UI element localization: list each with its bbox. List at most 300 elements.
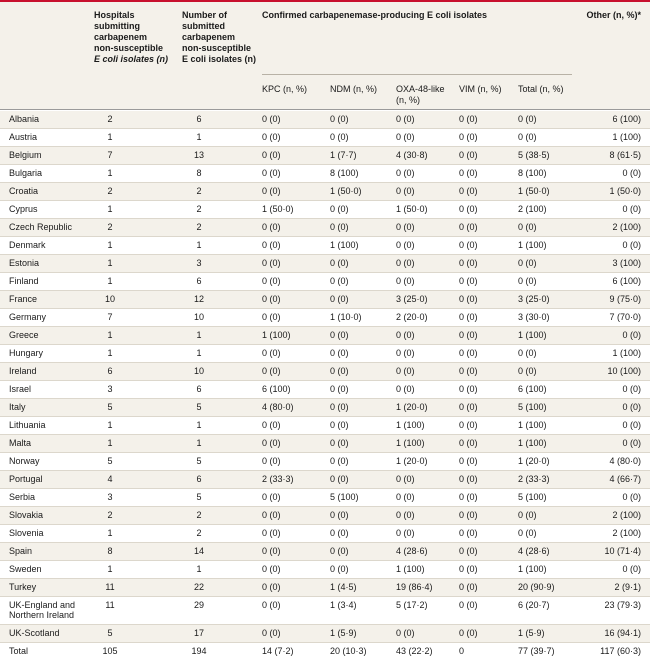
hospitals-cell: 2: [107, 114, 113, 124]
vim-cell: 0 (0): [459, 456, 478, 466]
hospitals-cell: 1: [107, 240, 113, 250]
hospitals-cell: 5: [107, 456, 113, 466]
oxa-cell: 5 (17·2): [396, 600, 428, 610]
table-row: [0, 201, 650, 219]
total-cell: 0 (0): [518, 348, 537, 358]
table-row: [0, 237, 650, 255]
total-cell: 77 (39·7): [518, 646, 555, 656]
other-cell: 2 (9·1): [614, 582, 641, 592]
kpc-cell: 0 (0): [262, 186, 281, 196]
kpc-cell: 2 (33·3): [262, 474, 294, 484]
total-cell: 3 (30·0): [518, 312, 550, 322]
vim-cell: 0 (0): [459, 492, 478, 502]
ndm-cell: 0 (0): [330, 384, 349, 394]
other-cell: 8 (61·5): [609, 150, 641, 160]
submitted-cell: 2: [196, 186, 202, 196]
oxa-cell: 0 (0): [396, 240, 415, 250]
other-cell: 16 (94·1): [604, 628, 641, 638]
submitted-cell: 2: [196, 528, 202, 538]
submitted-cell: 1: [196, 132, 202, 142]
table-row: [0, 183, 650, 201]
vim-cell: 0 (0): [459, 312, 478, 322]
other-cell: 0 (0): [622, 240, 641, 250]
hospitals-cell: 11: [105, 582, 115, 592]
kpc-cell: 1 (100): [262, 330, 291, 340]
hospitals-cell: 1: [107, 528, 113, 538]
country-cell: Austria: [9, 132, 38, 142]
oxa-cell: 0 (0): [396, 384, 415, 394]
header-divider: [0, 109, 650, 110]
table-row: [0, 345, 650, 363]
kpc-cell: 1 (50·0): [262, 204, 294, 214]
other-cell: 1 (100): [612, 348, 641, 358]
ndm-cell: 1 (4·5): [330, 582, 357, 592]
country-cell: Portugal: [9, 474, 43, 484]
hospitals-cell: 1: [107, 348, 113, 358]
ndm-cell: 0 (0): [330, 456, 349, 466]
header-sub-rule: [262, 74, 572, 75]
total-cell: 0 (0): [518, 528, 537, 538]
ndm-cell: 0 (0): [330, 348, 349, 358]
kpc-cell: 0 (0): [262, 312, 281, 322]
ndm-cell: 0 (0): [330, 132, 349, 142]
hospitals-cell: 1: [107, 564, 113, 574]
table-row: [0, 543, 650, 561]
hospitals-cell: 1: [107, 420, 113, 430]
ndm-cell: 8 (100): [330, 168, 359, 178]
vim-cell: 0 (0): [459, 420, 478, 430]
header-hospitals: Hospitals submitting carbapenem non-susceptible E coli isolates (n): [94, 10, 169, 64]
ndm-cell: 0 (0): [330, 420, 349, 430]
table-row: [0, 363, 650, 381]
hospitals-cell: 11: [105, 600, 115, 610]
country-cell: Malta: [9, 438, 32, 448]
total-cell: 0 (0): [518, 510, 537, 520]
hospitals-cell: 1: [107, 258, 113, 268]
kpc-cell: 0 (0): [262, 528, 281, 538]
submitted-cell: 6: [196, 114, 202, 124]
other-cell: 0 (0): [622, 420, 641, 430]
table-row: [0, 625, 650, 643]
submitted-cell: 8: [196, 168, 202, 178]
other-cell: 0 (0): [622, 204, 641, 214]
other-cell: 4 (80·0): [609, 456, 641, 466]
country-cell: Estonia: [9, 258, 40, 268]
submitted-cell: 194: [191, 646, 207, 656]
total-cell: 1 (100): [518, 564, 547, 574]
ndm-cell: 0 (0): [330, 222, 349, 232]
vim-cell: 0 (0): [459, 628, 478, 638]
hospitals-cell: 7: [107, 312, 113, 322]
total-cell: 1 (100): [518, 438, 547, 448]
table-row: [0, 165, 650, 183]
hospitals-cell: 3: [107, 492, 113, 502]
ndm-cell: 0 (0): [330, 330, 349, 340]
other-cell: 4 (66·7): [609, 474, 641, 484]
oxa-cell: 0 (0): [396, 222, 415, 232]
hospitals-cell: 1: [107, 330, 113, 340]
oxa-cell: 0 (0): [396, 186, 415, 196]
header-ndm: NDM (n, %): [330, 84, 377, 94]
total-cell: 1 (5·9): [518, 628, 545, 638]
header-submitted: Number of submitted carbapenem non-susceptible E coli isolates (n): [182, 10, 257, 64]
submitted-cell: 6: [196, 384, 202, 394]
table-row: [0, 129, 650, 147]
table-row: [0, 219, 650, 237]
table-row: [0, 417, 650, 435]
vim-cell: 0 (0): [459, 384, 478, 394]
total-cell: 3 (25·0): [518, 294, 550, 304]
vim-cell: 0 (0): [459, 438, 478, 448]
kpc-cell: 0 (0): [262, 348, 281, 358]
country-cell: Cyprus: [9, 204, 38, 214]
other-cell: 0 (0): [622, 564, 641, 574]
hospitals-cell: 5: [107, 628, 113, 638]
total-cell: 1 (50·0): [518, 186, 550, 196]
vim-cell: 0 (0): [459, 330, 478, 340]
other-cell: 2 (100): [612, 222, 641, 232]
kpc-cell: 4 (80·0): [262, 402, 294, 412]
oxa-cell: 0 (0): [396, 528, 415, 538]
total-cell: 0 (0): [518, 258, 537, 268]
ndm-cell: 1 (100): [330, 240, 359, 250]
total-cell: 6 (100): [518, 384, 547, 394]
header-kpc: KPC (n, %): [262, 84, 308, 94]
country-cell: Albania: [9, 114, 40, 124]
oxa-cell: 4 (30·8): [396, 150, 428, 160]
hospitals-cell: 105: [102, 646, 118, 656]
kpc-cell: 0 (0): [262, 546, 281, 556]
oxa-cell: 1 (50·0): [396, 204, 428, 214]
table-row: [0, 327, 650, 345]
oxa-cell: 0 (0): [396, 492, 415, 502]
total-cell: 1 (100): [518, 420, 547, 430]
oxa-cell: 0 (0): [396, 168, 415, 178]
oxa-cell: 1 (100): [396, 420, 425, 430]
oxa-cell: 1 (100): [396, 438, 425, 448]
kpc-cell: 0 (0): [262, 582, 281, 592]
hospitals-cell: 2: [107, 510, 113, 520]
total-cell: 5 (100): [518, 402, 547, 412]
other-cell: 23 (79·3): [604, 600, 641, 610]
submitted-cell: 1: [196, 240, 202, 250]
oxa-cell: 0 (0): [396, 474, 415, 484]
vim-cell: 0 (0): [459, 258, 478, 268]
country-cell: Finland: [9, 276, 39, 286]
oxa-cell: 0 (0): [396, 276, 415, 286]
country-cell: Hungary: [9, 348, 44, 358]
oxa-cell: 1 (100): [396, 564, 425, 574]
total-cell: 0 (0): [518, 222, 537, 232]
ndm-cell: 0 (0): [330, 276, 349, 286]
other-cell: 0 (0): [622, 384, 641, 394]
ndm-cell: 1 (10·0): [330, 312, 362, 322]
table-row: [0, 471, 650, 489]
oxa-cell: 19 (86·4): [396, 582, 433, 592]
total-row: [0, 643, 650, 660]
vim-cell: 0 (0): [459, 204, 478, 214]
total-cell: 1 (100): [518, 330, 547, 340]
hospitals-cell: 1: [107, 168, 113, 178]
table-header: [0, 2, 650, 109]
submitted-cell: 17: [193, 628, 204, 638]
country-cell: Serbia: [9, 492, 36, 502]
submitted-cell: 14: [193, 546, 204, 556]
ndm-cell: 0 (0): [330, 258, 349, 268]
oxa-cell: 2 (20·0): [396, 312, 428, 322]
country-cell: Bulgaria: [9, 168, 43, 178]
table-row: [0, 399, 650, 417]
country-cell: Sweden: [9, 564, 42, 574]
oxa-cell: 0 (0): [396, 510, 415, 520]
table-row: [0, 525, 650, 543]
table-row: [0, 507, 650, 525]
other-cell: 6 (100): [612, 276, 641, 286]
kpc-cell: 0 (0): [262, 294, 281, 304]
vim-cell: 0 (0): [459, 114, 478, 124]
country-cell: Ireland: [9, 366, 37, 376]
other-cell: 6 (100): [612, 114, 641, 124]
vim-cell: 0 (0): [459, 186, 478, 196]
ndm-cell: 1 (5·9): [330, 628, 357, 638]
kpc-cell: 0 (0): [262, 420, 281, 430]
oxa-cell: 4 (28·6): [396, 546, 428, 556]
country-cell: Belgium: [9, 150, 42, 160]
country-cell: Lithuania: [9, 420, 46, 430]
header-oxa: OXA-48-like (n, %): [396, 84, 445, 105]
vim-cell: 0 (0): [459, 366, 478, 376]
vim-cell: 0 (0): [459, 294, 478, 304]
ndm-cell: 1 (7·7): [330, 150, 357, 160]
submitted-cell: 10: [193, 366, 204, 376]
other-cell: 117 (60·3): [600, 646, 641, 656]
kpc-cell: 0 (0): [262, 240, 281, 250]
oxa-cell: 1 (20·0): [396, 402, 428, 412]
hospitals-cell: 1: [107, 132, 113, 142]
hospitals-cell: 1: [107, 276, 113, 286]
kpc-cell: 0 (0): [262, 132, 281, 142]
other-cell: 1 (100): [612, 132, 641, 142]
kpc-cell: 0 (0): [262, 564, 281, 574]
submitted-cell: 3: [196, 258, 202, 268]
other-cell: 0 (0): [622, 168, 641, 178]
total-cell: 0 (0): [518, 114, 537, 124]
submitted-cell: 2: [196, 204, 202, 214]
oxa-cell: 0 (0): [396, 258, 415, 268]
submitted-cell: 22: [193, 582, 204, 592]
table-row: [0, 309, 650, 327]
country-cell: Croatia: [9, 186, 39, 196]
kpc-cell: 0 (0): [262, 150, 281, 160]
hospitals-cell: 3: [107, 384, 113, 394]
oxa-cell: 3 (25·0): [396, 294, 428, 304]
vim-cell: 0 (0): [459, 510, 478, 520]
kpc-cell: 0 (0): [262, 258, 281, 268]
other-cell: 9 (75·0): [609, 294, 641, 304]
hospitals-cell: 6: [107, 366, 113, 376]
submitted-cell: 6: [196, 474, 202, 484]
other-cell: 0 (0): [622, 330, 641, 340]
other-cell: 10 (100): [607, 366, 641, 376]
vim-cell: 0: [459, 646, 465, 656]
header-confirmed-title: Confirmed carbapenemase-producing E coli isolates: [262, 10, 488, 20]
vim-cell: 0 (0): [459, 600, 478, 610]
ndm-cell: 0 (0): [330, 204, 349, 214]
total-cell: 4 (28·6): [518, 546, 550, 556]
kpc-cell: 0 (0): [262, 456, 281, 466]
submitted-cell: 13: [193, 150, 204, 160]
vim-cell: 0 (0): [459, 150, 478, 160]
hospitals-cell: 4: [107, 474, 113, 484]
oxa-cell: 0 (0): [396, 348, 415, 358]
ndm-cell: 0 (0): [330, 366, 349, 376]
table-row: [0, 579, 650, 597]
submitted-cell: 12: [193, 294, 204, 304]
country-cell: Total: [9, 646, 29, 656]
table-row: [0, 111, 650, 129]
submitted-cell: 5: [196, 492, 202, 502]
other-cell: 0 (0): [622, 438, 641, 448]
submitted-cell: 1: [196, 348, 202, 358]
ndm-cell: 0 (0): [330, 402, 349, 412]
kpc-cell: 0 (0): [262, 366, 281, 376]
oxa-cell: 0 (0): [396, 366, 415, 376]
submitted-cell: 6: [196, 276, 202, 286]
hospitals-cell: 2: [107, 222, 113, 232]
table-row: [0, 597, 650, 625]
vim-cell: 0 (0): [459, 132, 478, 142]
ndm-cell: 0 (0): [330, 294, 349, 304]
vim-cell: 0 (0): [459, 168, 478, 178]
hospitals-cell: 5: [107, 402, 113, 412]
vim-cell: 0 (0): [459, 402, 478, 412]
other-cell: 1 (50·0): [609, 186, 641, 196]
country-cell: Germany: [9, 312, 47, 322]
total-cell: 20 (90·9): [518, 582, 555, 592]
hospitals-cell: 8: [107, 546, 113, 556]
header-total: Total (n, %): [518, 84, 564, 94]
ndm-cell: 0 (0): [330, 546, 349, 556]
hospitals-cell: 1: [107, 204, 113, 214]
ndm-cell: 5 (100): [330, 492, 359, 502]
country-cell: Israel: [9, 384, 32, 394]
ndm-cell: 0 (0): [330, 528, 349, 538]
country-cell: Norway: [9, 456, 40, 466]
table-row: [0, 561, 650, 579]
other-cell: 3 (100): [612, 258, 641, 268]
ndm-cell: 0 (0): [330, 114, 349, 124]
table-row: [0, 291, 650, 309]
total-cell: 6 (20·7): [518, 600, 550, 610]
header-vim: VIM (n, %): [459, 84, 502, 94]
vim-cell: 0 (0): [459, 348, 478, 358]
submitted-cell: 1: [196, 330, 202, 340]
other-cell: 0 (0): [622, 402, 641, 412]
table-row: [0, 489, 650, 507]
vim-cell: 0 (0): [459, 528, 478, 538]
country-cell: Slovakia: [9, 510, 44, 520]
vim-cell: 0 (0): [459, 240, 478, 250]
total-cell: 1 (20·0): [518, 456, 550, 466]
ndm-cell: 0 (0): [330, 474, 349, 484]
oxa-cell: 1 (20·0): [396, 456, 428, 466]
kpc-cell: 0 (0): [262, 510, 281, 520]
total-cell: 8 (100): [518, 168, 547, 178]
submitted-cell: 29: [193, 600, 204, 610]
submitted-cell: 1: [196, 438, 202, 448]
country-cell: Spain: [9, 546, 33, 556]
submitted-cell: 1: [196, 564, 202, 574]
other-cell: 10 (71·4): [604, 546, 641, 556]
kpc-cell: 0 (0): [262, 600, 281, 610]
oxa-cell: 0 (0): [396, 114, 415, 124]
vim-cell: 0 (0): [459, 222, 478, 232]
table-row: [0, 255, 650, 273]
total-cell: 0 (0): [518, 132, 537, 142]
country-cell: UK-England and Northern Ireland: [9, 600, 76, 620]
vim-cell: 0 (0): [459, 276, 478, 286]
vim-cell: 0 (0): [459, 474, 478, 484]
oxa-cell: 43 (22·2): [396, 646, 433, 656]
vim-cell: 0 (0): [459, 546, 478, 556]
total-cell: 2 (100): [518, 204, 547, 214]
total-cell: 5 (38·5): [518, 150, 550, 160]
country-cell: Czech Republic: [9, 222, 73, 232]
country-cell: Denmark: [9, 240, 46, 250]
table-row: [0, 273, 650, 291]
total-cell: 0 (0): [518, 276, 537, 286]
table-row: [0, 453, 650, 471]
kpc-cell: 0 (0): [262, 492, 281, 502]
hospitals-cell: 2: [107, 186, 113, 196]
ndm-cell: 0 (0): [330, 564, 349, 574]
kpc-cell: 0 (0): [262, 168, 281, 178]
other-cell: 0 (0): [622, 492, 641, 502]
submitted-cell: 5: [196, 402, 202, 412]
header-other: Other (n, %)*: [586, 10, 641, 20]
hospitals-cell: 10: [104, 294, 115, 304]
ndm-cell: 1 (3·4): [330, 600, 357, 610]
country-cell: Greece: [9, 330, 39, 340]
vim-cell: 0 (0): [459, 564, 478, 574]
submitted-cell: 1: [196, 420, 202, 430]
table-row: [0, 435, 650, 453]
submitted-cell: 2: [196, 510, 202, 520]
oxa-cell: 0 (0): [396, 330, 415, 340]
table-body: [0, 111, 650, 660]
table-row: [0, 381, 650, 399]
oxa-cell: 0 (0): [396, 628, 415, 638]
other-cell: 2 (100): [612, 528, 641, 538]
ndm-cell: 0 (0): [330, 510, 349, 520]
other-cell: 7 (70·0): [609, 312, 641, 322]
kpc-cell: 0 (0): [262, 222, 281, 232]
kpc-cell: 0 (0): [262, 628, 281, 638]
total-cell: 0 (0): [518, 366, 537, 376]
ndm-cell: 1 (50·0): [330, 186, 362, 196]
country-cell: UK-Scotland: [9, 628, 60, 638]
table-row: [0, 147, 650, 165]
submitted-cell: 5: [196, 456, 202, 466]
country-cell: Slovenia: [9, 528, 44, 538]
kpc-cell: 6 (100): [262, 384, 291, 394]
other-cell: 2 (100): [612, 510, 641, 520]
submitted-cell: 2: [196, 222, 202, 232]
kpc-cell: 0 (0): [262, 114, 281, 124]
vim-cell: 0 (0): [459, 582, 478, 592]
hospitals-cell: 7: [107, 150, 113, 160]
submitted-cell: 10: [193, 312, 204, 322]
